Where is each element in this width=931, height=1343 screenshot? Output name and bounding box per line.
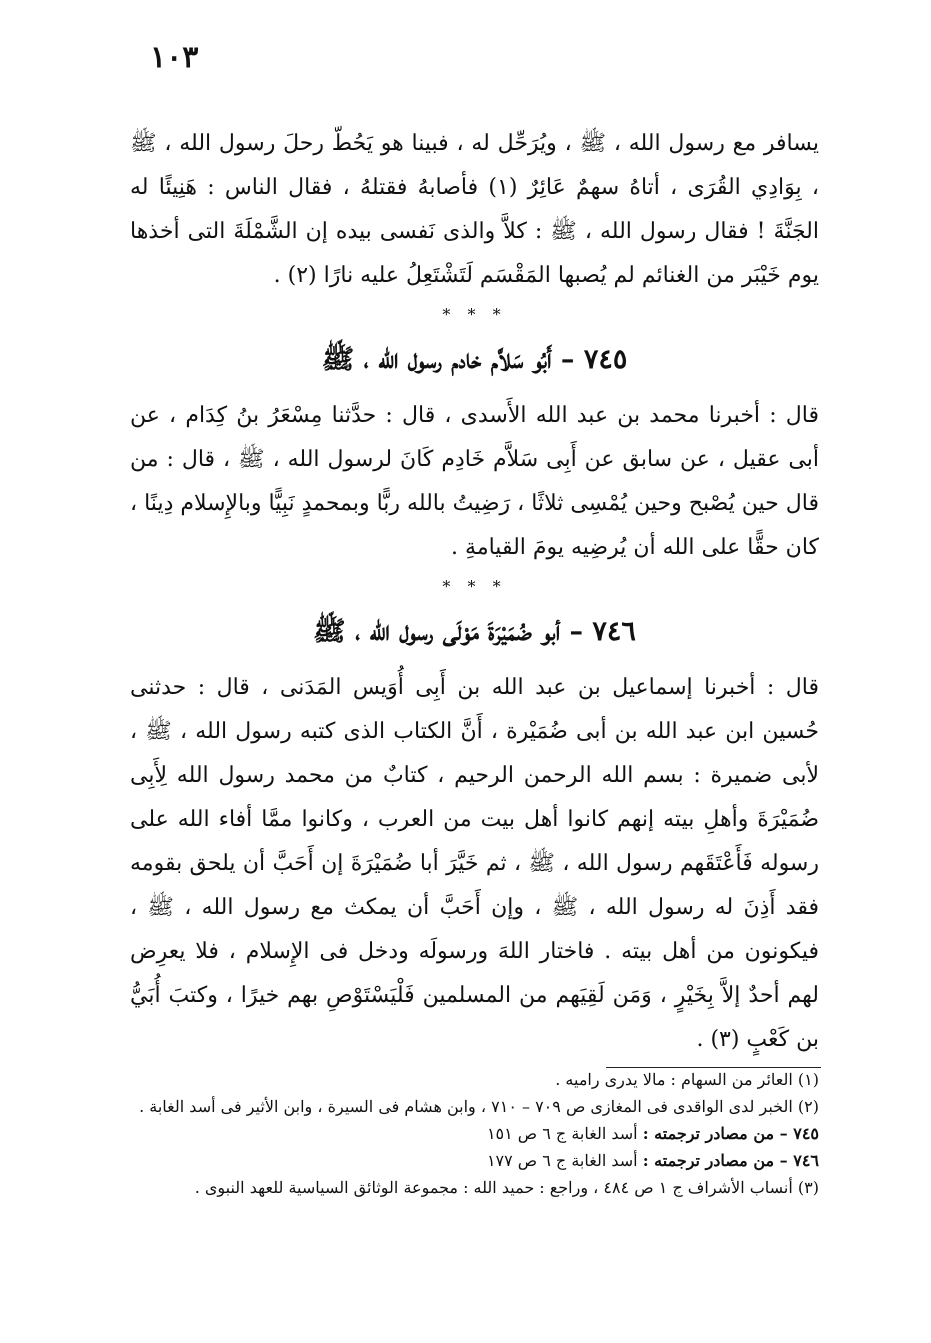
source-746-value: أسد الغابة ج ٦ ص ١٧٧ [486, 1151, 638, 1170]
main-text [130, 122, 819, 1062]
entry-745-heading: ٧٤٥ – أَبُو سَلاَّم خادم رسول الله ، ﷺ [321, 344, 628, 375]
footnote-3: (٣) أنساب الأشراف ج ١ ص ٤٨٤ ، وراجع : حميد الله : مجموعة الوثائق السياسية للعهد النبوى . [194, 1178, 819, 1197]
entry-746-heading: ٧٤٦ – أبو ضُمَيْرَةَ مَوْلَى رسول الله ، ﷺ [313, 616, 636, 647]
footnote-2: (٢) الخبر لدى الواقدى فى المغازى ص ٧٠٩ – ٧١٠ ، وابن هشام فى السيرة ، وابن الأثير فى أسد الغابة . [139, 1097, 819, 1116]
source-745-label: ٧٤٥ – من مصادر ترجمته : [642, 1124, 819, 1143]
source-746-label: ٧٤٦ – من مصادر ترجمته : [642, 1151, 819, 1170]
section-separator: * * * [442, 577, 507, 596]
page-number: ١٠٣ [150, 40, 199, 75]
continuation-paragraph: يسافر مع رسول الله ، ﷺ ، ويُرَحِّل له ، فبينا هو يَحُطّ رحلَ رسول الله ، ﷺ ، بِوَادِي القُرَى ، أتاهُ سهمٌ عَائِرٌ (١) فأصابهُ فقتلهُ ، فقال الناس : هَنِيئًا له الجَنَّةَ ! فقال رسول الله ، ﷺ : كلاَّ والذى نَفسى بيده إن الشَّمْلَةَ التى أخذها يوم خَيْبَر من الغنائم لم يُصبها المَقْسَم لَتَشْتَعِلُ عليه نارًا (٢) . [130, 131, 819, 288]
source-745-value: أسد الغابة ج ٦ ص ١٥١ [486, 1124, 638, 1143]
entry-745-paragraph: قال : أخبرنا محمد بن عبد الله الأَسدى ، قال : حدَّثنا مِسْعَرُ بنُ كِدَام ، عن أبى عقيل ، عن سابق عن أَبِى سَلاَّم خَادِم كَانَ لرسول الله ، ﷺ ، قال : من قال حين يُصْبح وحين يُمْسِى ثلاثًا ، رَضِيتُ بالله ربًّا وبمحمدٍ نَبِيًّا وبالإِسلام دِينًا ، كان حقًّا على الله أن يُرضِيه يومَ القيامةِ . [130, 403, 819, 560]
entry-746-paragraph: قال : أخبرنا إسماعيل بن عبد الله بن أَبِى أُوَيس المَدَنى ، قال : حدثنى حُسين ابن عبد الله بن أبى ضُمَيْرة ، أَنَّ الكتاب الذى كتبه رسول الله ، ﷺ ، لأبى ضميرة : بسم الله الرحمن الرحيم ، كتابٌ من محمد رسول الله لِأَبِى ضُمَيْرَةَ وأهلِ بيته إنهم كانوا أهل بيت من العرب ، وكانوا ممَّا أفاء الله على رسوله فَأَعْتَقَهم رسول الله ، ﷺ ، ثم خَيَّرَ أبا ضُمَيْرَةَ إن أَحَبَّ أن يلحق بقومه فقد أَذِنَ له رسول الله ، ﷺ ، وإن أَحَبَّ أن يمكث مع رسول الله ، ﷺ ، فيكونون من أهل بيته . فاختار اللهَ ورسولَه ودخل فى الإِسلام ، فلا يعرِض لهم أحدٌ إلاَّ بِخَيْرٍ ، وَمَن لَقِيَهم من المسلمين فَلْيَسْتَوْصِ بهم خيرًا ، وكتبَ أُبَيُّ بن كَعْبٍ (٣) . [130, 675, 819, 1052]
footnotes [130, 1066, 819, 1201]
footnote-1: (١) العائر من السهام : مالا يدرى راميه . [555, 1070, 819, 1089]
source-746 [130, 1147, 819, 1174]
source-745 [130, 1120, 819, 1147]
section-separator: * * * [442, 305, 507, 324]
